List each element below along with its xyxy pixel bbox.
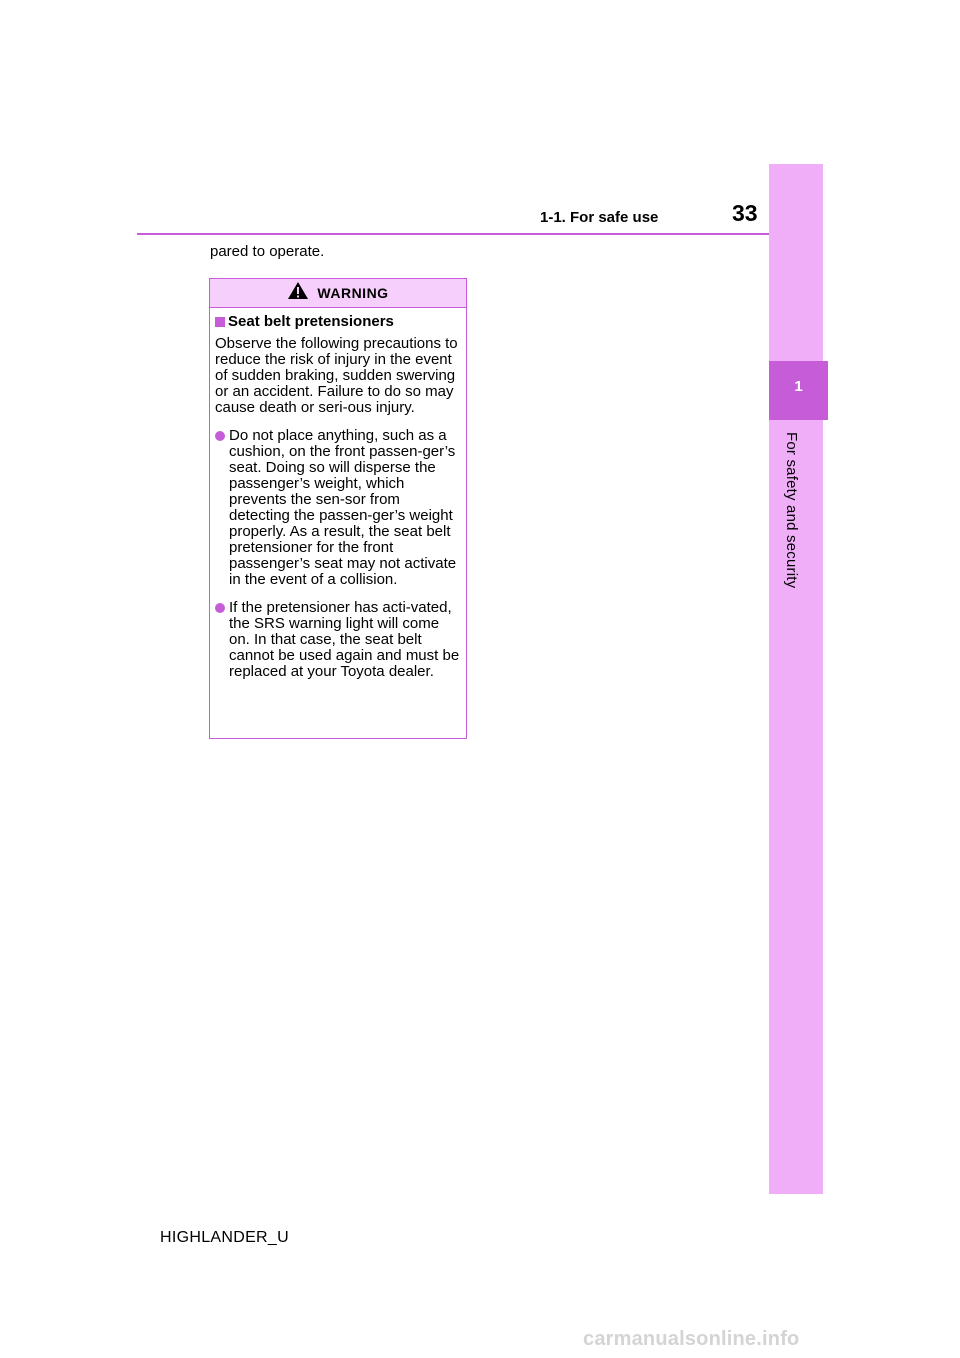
section-title: 1-1. For safe use: [540, 209, 659, 226]
bullet-text: If the pretensioner has acti-vated, the SRS warning light will come on. In that case, the seat belt cannot be used again and must be replaced at your Toyota dealer.: [229, 599, 460, 680]
warning-triangle-icon: [287, 281, 309, 305]
bullet-text: Do not place anything, such as a cushion, on the front passen-ger’s seat. Doing so will disperse the passenger’s weight, which prevents the sen-sor from detecting the passen-ger’s weight properly. As a result, the seat belt pretensioner for the front passenger’s seat may not activate in the event of a collision.: [229, 427, 457, 588]
warning-intro: Observe the following precautions to reduce the risk of injury in the event of sudden braking, sudden swerving or an accident. Failure to do so may cause death or seri-ous injury.: [215, 335, 458, 416]
chapter-title: For safety and security: [783, 432, 800, 589]
continued-text: pared to operate.: [210, 243, 325, 260]
footer-model: HIGHLANDER_U: [160, 1229, 289, 1246]
square-bullet-icon: [215, 317, 225, 327]
circle-bullet-icon: [215, 603, 225, 613]
page-number: 33: [732, 200, 758, 226]
warning-heading: [215, 314, 466, 330]
warning-box: [209, 278, 467, 739]
chapter-number: 1: [794, 378, 803, 395]
warning-heading-text: Seat belt pretensioners: [228, 313, 394, 330]
warning-header: [210, 279, 466, 308]
header-divider: [137, 233, 769, 235]
list-item: [215, 600, 466, 680]
chapter-side-tab: [769, 164, 823, 1194]
list-item: [215, 428, 466, 588]
watermark: carmanualsonline.info: [583, 1328, 800, 1350]
warning-body: [210, 308, 466, 680]
circle-bullet-icon: [215, 431, 225, 441]
warning-title: WARNING: [317, 285, 389, 301]
